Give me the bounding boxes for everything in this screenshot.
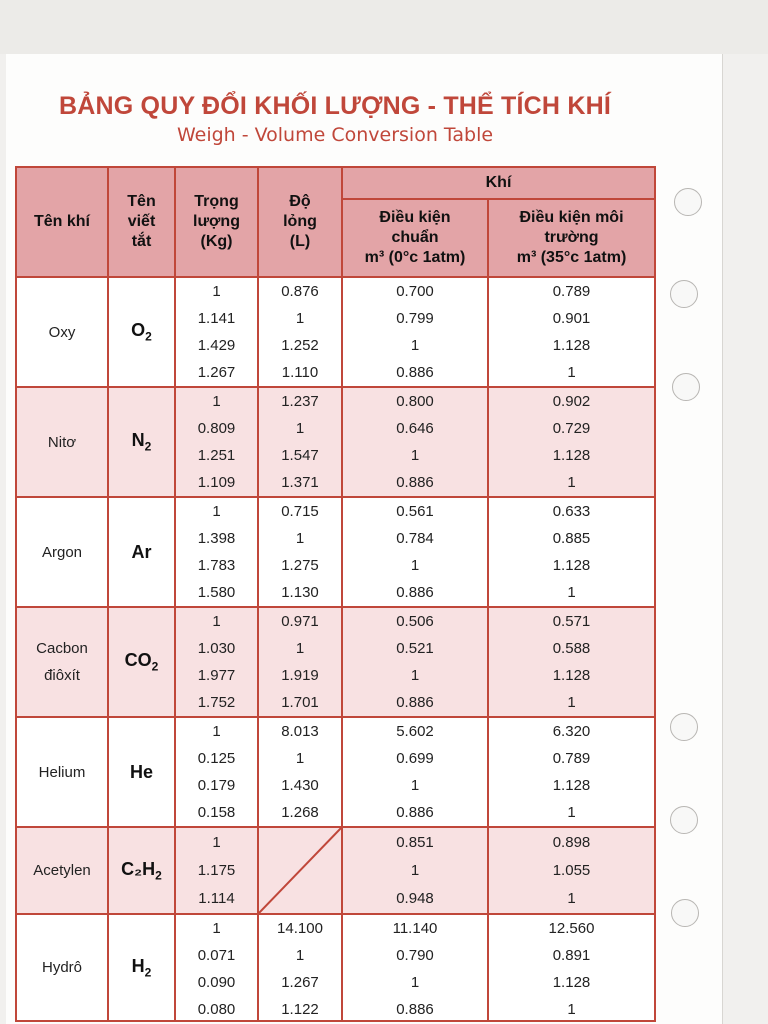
gas-name-cell: [17, 608, 109, 718]
page-title: BẢNG QUY ĐỔI KHỐI LƯỢNG - THỂ TÍCH KHÍ: [59, 92, 611, 120]
value: 1.977: [197, 667, 236, 684]
gas-abbreviation: $N_2$: [131, 430, 152, 454]
value: 1.122: [281, 1001, 319, 1018]
gas-abbreviation: $O_2$: [131, 320, 152, 344]
value: 1: [410, 557, 420, 574]
binder-hole: [672, 373, 700, 401]
value: 6.320: [552, 723, 591, 740]
conversion-table: [15, 166, 656, 1022]
gas-name: Acetylen: [33, 862, 91, 879]
value: 0.809: [197, 420, 236, 437]
values-env-cell: [489, 278, 656, 388]
value: 0.902: [552, 393, 591, 410]
value: 1.429: [197, 337, 236, 354]
value: 0.729: [552, 420, 591, 437]
values-weight-cell: [176, 828, 259, 915]
binder-hole: [670, 280, 698, 308]
binder-hole: [671, 899, 699, 927]
value: 0.886: [396, 474, 434, 491]
header-liquid: Độ lỏng (L): [259, 168, 343, 278]
value: 0.790: [396, 947, 434, 964]
gas-name: Oxy: [48, 323, 76, 341]
value: 1: [567, 890, 576, 908]
value: 1: [295, 530, 305, 547]
value: 1.275: [281, 557, 319, 574]
value: 1.430: [281, 777, 319, 794]
value: 1.128: [552, 667, 591, 684]
values-liquid-cell: [259, 498, 343, 608]
value: 1: [567, 694, 576, 711]
values-weight-cell: [176, 498, 259, 608]
gas-abbreviation-cell: [109, 278, 176, 388]
value: 1.128: [552, 447, 591, 464]
values-weight-cell: [176, 278, 259, 388]
value: 1.237: [281, 393, 319, 410]
value: 1: [567, 364, 576, 381]
value: 1.267: [197, 364, 236, 381]
gas-abbreviation: Ar: [131, 541, 152, 562]
values-std-cell: [343, 278, 489, 388]
value: 1.783: [197, 557, 236, 574]
value: 1.175: [197, 861, 236, 879]
value: 11.140: [392, 920, 438, 937]
value: 1.109: [197, 474, 236, 491]
values-env-cell: [489, 915, 656, 1022]
values-liquid-cell: [259, 278, 343, 388]
value: 1: [295, 640, 305, 657]
gas-name-cell: [17, 278, 109, 388]
value: 1: [410, 974, 420, 991]
values-weight-cell: [176, 608, 259, 718]
gas-name: Argon: [41, 543, 83, 561]
value: 1: [212, 723, 221, 740]
gas-name: Cacbon điôxít: [36, 640, 88, 684]
value: 1: [212, 283, 221, 300]
values-weight-cell: [176, 915, 259, 1022]
value: 1: [410, 447, 420, 464]
value: 1: [567, 474, 576, 491]
value: 0.571: [552, 613, 591, 630]
value: 1.251: [197, 447, 236, 464]
value: 1.267: [281, 974, 319, 991]
value: 0.886: [396, 584, 434, 601]
value: 1.055: [552, 861, 591, 879]
gas-abbreviation-cell: [109, 608, 176, 718]
header-abbreviation: Tên viết tắt: [109, 168, 176, 278]
gas-abbreviation: He: [129, 761, 153, 782]
values-liquid-cell: [259, 915, 343, 1022]
values-weight-cell: [176, 718, 259, 828]
gas-abbreviation-cell: [109, 718, 176, 828]
gas-name-cell: [17, 498, 109, 608]
value: 0.158: [197, 804, 236, 821]
value: 0.885: [552, 530, 591, 547]
gas-abbreviation-cell: [109, 498, 176, 608]
value: 12.560: [548, 920, 595, 937]
value: 5.602: [396, 723, 434, 740]
value: 1.128: [552, 974, 591, 991]
gas-name: Helium: [38, 763, 86, 781]
value: 1.547: [281, 447, 319, 464]
value: 0.715: [281, 503, 319, 520]
value: 0.971: [281, 613, 319, 630]
page-subtitle: Weigh - Volume Conversion Table: [176, 124, 494, 146]
value: 0.891: [552, 947, 591, 964]
value: 0.561: [396, 503, 434, 520]
value: 0.800: [396, 393, 434, 410]
value: 1: [212, 920, 221, 937]
value: 1: [410, 337, 420, 354]
value: 1.128: [552, 557, 591, 574]
value: 1.130: [281, 584, 319, 601]
value: 0.789: [552, 283, 591, 300]
value: 1.128: [552, 777, 591, 794]
scan-top-margin: [0, 0, 768, 54]
value: 0.588: [552, 640, 591, 657]
values-liquid-cell: [259, 718, 343, 828]
gas-abbreviation: $C_2H_2$: [121, 858, 162, 883]
value: 1.752: [197, 694, 236, 711]
gas-name-cell: [17, 718, 109, 828]
values-std-cell: [343, 608, 489, 718]
value: 0.886: [396, 804, 434, 821]
value: 1.110: [281, 364, 319, 381]
values-std-cell: [343, 828, 489, 915]
gas-name-cell: [17, 388, 109, 498]
gas-abbreviation: $H_2$: [131, 955, 152, 980]
binder-hole: [670, 713, 698, 741]
value: 0.646: [396, 420, 434, 437]
value: 0.633: [552, 503, 591, 520]
gas-name: Nitơ: [47, 433, 77, 451]
value: 0.125: [197, 750, 236, 767]
values-env-cell: [489, 498, 656, 608]
value: 1.919: [281, 667, 319, 684]
empty-slash-cell: [259, 828, 343, 915]
values-env-cell: [489, 608, 656, 718]
value: 1: [410, 667, 420, 684]
values-liquid-cell: [259, 388, 343, 498]
value: 1.398: [197, 530, 236, 547]
value: 0.080: [197, 1001, 236, 1018]
value: 0.699: [396, 750, 434, 767]
values-env-cell: [489, 828, 656, 915]
value: 1: [295, 310, 305, 327]
header-ambient-condition: Điều kiện môi trường m³ (35°c 1atm): [489, 200, 656, 278]
value: 1: [410, 777, 420, 794]
value: 1.141: [197, 310, 236, 327]
value: 1.701: [281, 694, 319, 711]
header-gas-name: Tên khí: [17, 168, 109, 278]
value: 0.789: [552, 750, 591, 767]
value: 1: [295, 420, 305, 437]
values-env-cell: [489, 718, 656, 828]
value: 0.799: [396, 310, 434, 327]
value: 0.179: [197, 777, 236, 794]
value: 0.948: [396, 890, 434, 908]
gas-abbreviation: $CO_2$: [124, 650, 159, 674]
value: 1.252: [281, 337, 319, 354]
value: 0.851: [396, 833, 434, 851]
gas-name: Hydrô: [41, 959, 82, 976]
value: 1.030: [197, 640, 236, 657]
value: 8.013: [281, 723, 319, 740]
value: 0.886: [396, 364, 434, 381]
value: 0.521: [396, 640, 434, 657]
binder-hole: [670, 806, 698, 834]
gas-name-cell: [17, 915, 109, 1022]
value: 1: [410, 861, 420, 879]
value: 0.071: [197, 947, 236, 964]
value: 0.700: [396, 283, 434, 300]
values-std-cell: [343, 388, 489, 498]
value: 0.898: [552, 833, 591, 851]
header-standard-condition: Điều kiện chuẩn m³ (0°c 1atm): [343, 200, 489, 278]
value: 1.580: [197, 584, 236, 601]
value: 1: [295, 947, 305, 964]
values-std-cell: [343, 718, 489, 828]
header-weight: Trọng lượng (Kg): [176, 168, 259, 278]
value: 0.901: [552, 310, 591, 327]
value: 0.886: [396, 1001, 434, 1018]
value: 1.128: [552, 337, 591, 354]
values-std-cell: [343, 498, 489, 608]
gas-abbreviation-cell: [109, 915, 176, 1022]
value: 1: [567, 1001, 576, 1018]
value: 0.886: [396, 694, 434, 711]
gas-abbreviation-cell: [109, 828, 176, 915]
value: 1: [295, 750, 305, 767]
value: 1.268: [281, 804, 319, 821]
value: 1.371: [281, 474, 319, 491]
binder-hole: [674, 188, 702, 216]
values-std-cell: [343, 915, 489, 1022]
values-liquid-cell: [259, 608, 343, 718]
value: 1: [212, 503, 221, 520]
value: 0.784: [396, 530, 434, 547]
value: 1: [212, 833, 221, 851]
value: 1: [567, 804, 576, 821]
values-env-cell: [489, 388, 656, 498]
value: 0.506: [396, 613, 434, 630]
value: 1: [212, 613, 221, 630]
value: 1.114: [198, 890, 235, 908]
gas-abbreviation-cell: [109, 388, 176, 498]
gas-name-cell: [17, 828, 109, 915]
values-weight-cell: [176, 388, 259, 498]
value: 1: [567, 584, 576, 601]
diagonal-slash: [259, 828, 341, 913]
value: 1: [212, 393, 221, 410]
value: 14.100: [277, 920, 323, 937]
value: 0.876: [281, 283, 319, 300]
value: 0.090: [197, 974, 236, 991]
header-gas: Khí: [343, 168, 656, 200]
